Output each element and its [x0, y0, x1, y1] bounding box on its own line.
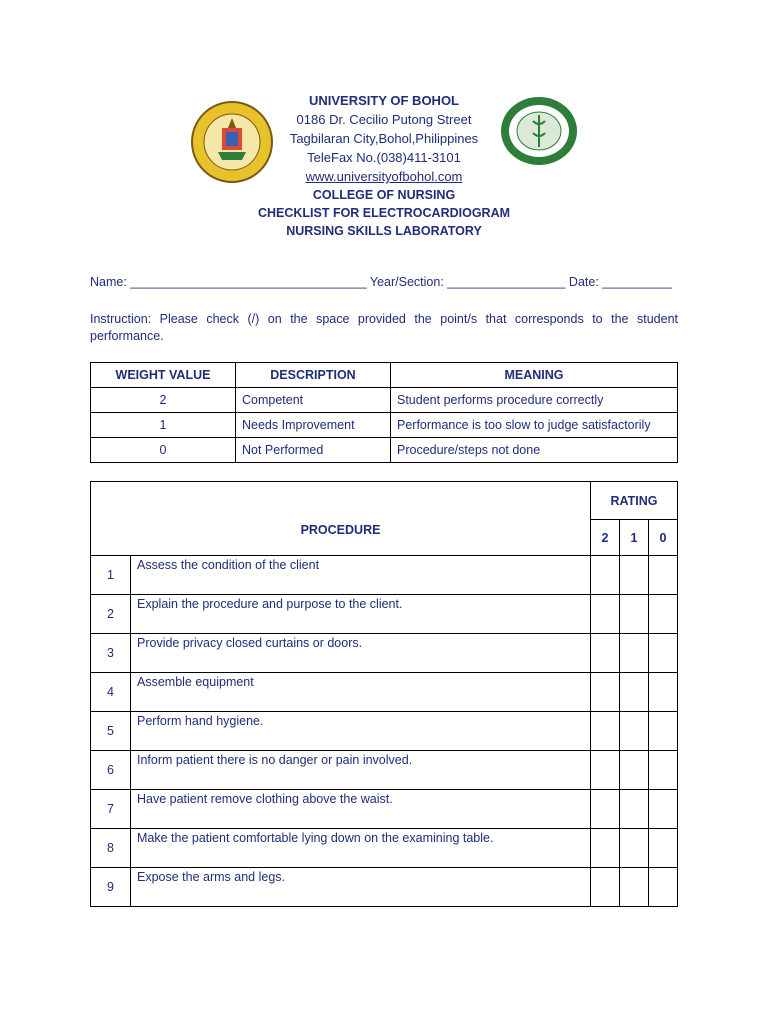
procedure-row	[91, 829, 678, 868]
rating-0-checkbox[interactable]	[649, 829, 678, 868]
rating-0-checkbox[interactable]	[649, 634, 678, 673]
lab-title: NURSING SKILLS LABORATORY	[286, 224, 482, 238]
rating-0-checkbox[interactable]	[649, 556, 678, 595]
weight-value: 0	[91, 438, 236, 463]
weight-meaning: Performance is too slow to judge satisfactorily	[391, 413, 678, 438]
weight-description: Competent	[236, 388, 391, 413]
street-address: 0186 Dr. Cecilio Putong Street	[296, 112, 472, 127]
student-info-line[interactable]: Name: __________________________________ Year/Section: _________________ Date: __________	[90, 275, 672, 289]
rating-0-checkbox[interactable]	[649, 868, 678, 907]
step-number: 6	[91, 751, 131, 790]
rating-1-checkbox[interactable]	[620, 751, 649, 790]
rating-2-checkbox[interactable]	[591, 595, 620, 634]
rating-2-checkbox[interactable]	[591, 790, 620, 829]
procedure-row	[91, 712, 678, 751]
weight-value-header: WEIGHT VALUE	[91, 363, 236, 388]
rating-0-checkbox[interactable]	[649, 712, 678, 751]
rating-0-checkbox[interactable]	[649, 751, 678, 790]
rating-1-checkbox[interactable]	[620, 790, 649, 829]
step-description: Expose the arms and legs.	[131, 868, 591, 907]
rating-col-1: 1	[620, 520, 649, 556]
step-description: Provide privacy closed curtains or doors.	[131, 634, 591, 673]
step-description: Have patient remove clothing above the waist.	[131, 790, 591, 829]
weight-row	[91, 388, 678, 413]
procedure-row	[91, 751, 678, 790]
rating-header: RATING	[591, 482, 678, 520]
procedure-header: PROCEDURE	[91, 482, 591, 556]
step-number: 7	[91, 790, 131, 829]
rating-1-checkbox[interactable]	[620, 829, 649, 868]
rating-1-checkbox[interactable]	[620, 868, 649, 907]
step-description: Make the patient comfortable lying down on the examining table.	[131, 829, 591, 868]
rating-1-checkbox[interactable]	[620, 712, 649, 751]
step-number: 8	[91, 829, 131, 868]
step-number: 9	[91, 868, 131, 907]
university-name: UNIVERSITY OF BOHOL	[309, 93, 459, 108]
procedure-row	[91, 868, 678, 907]
rating-1-checkbox[interactable]	[620, 673, 649, 712]
weight-value: 2	[91, 388, 236, 413]
weight-value-table	[90, 362, 678, 463]
procedure-row	[91, 673, 678, 712]
rating-col-0: 0	[649, 520, 678, 556]
procedure-row	[91, 595, 678, 634]
step-description: Assess the condition of the client	[131, 556, 591, 595]
rating-1-checkbox[interactable]	[620, 595, 649, 634]
rating-2-checkbox[interactable]	[591, 673, 620, 712]
rating-2-checkbox[interactable]	[591, 829, 620, 868]
step-number: 3	[91, 634, 131, 673]
weight-row	[91, 438, 678, 463]
city-address: Tagbilaran City,Bohol,Philippines	[289, 131, 479, 146]
rating-0-checkbox[interactable]	[649, 790, 678, 829]
rating-2-checkbox[interactable]	[591, 634, 620, 673]
weight-description: Not Performed	[236, 438, 391, 463]
document-header	[0, 92, 768, 240]
procedure-row	[91, 634, 678, 673]
weight-meaning: Student performs procedure correctly	[391, 388, 678, 413]
rating-2-checkbox[interactable]	[591, 868, 620, 907]
college-name: COLLEGE OF NURSING	[312, 188, 456, 202]
rating-0-checkbox[interactable]	[649, 673, 678, 712]
weight-description: Needs Improvement	[236, 413, 391, 438]
step-number: 5	[91, 712, 131, 751]
step-number: 4	[91, 673, 131, 712]
step-number: 2	[91, 595, 131, 634]
meaning-header: MEANING	[391, 363, 678, 388]
step-description: Inform patient there is no danger or pain involved.	[131, 751, 591, 790]
rating-2-checkbox[interactable]	[591, 751, 620, 790]
instruction-text: Instruction: Please check (/) on the space provided the point/s that corresponds to the student performance.	[90, 312, 678, 343]
step-number: 1	[91, 556, 131, 595]
procedure-row	[91, 790, 678, 829]
rating-1-checkbox[interactable]	[620, 556, 649, 595]
telefax: TeleFax No.(038)411-3101	[307, 150, 461, 165]
rating-col-2: 2	[591, 520, 620, 556]
rating-2-checkbox[interactable]	[591, 556, 620, 595]
procedure-table	[90, 481, 678, 907]
rating-2-checkbox[interactable]	[591, 712, 620, 751]
rating-1-checkbox[interactable]	[620, 634, 649, 673]
step-description: Perform hand hygiene.	[131, 712, 591, 751]
weight-row	[91, 413, 678, 438]
procedure-row	[91, 556, 678, 595]
description-header: DESCRIPTION	[236, 363, 391, 388]
weight-meaning: Procedure/steps not done	[391, 438, 678, 463]
weight-value: 1	[91, 413, 236, 438]
checklist-title: CHECKLIST FOR ELECTROCARDIOGRAM	[257, 206, 511, 220]
rating-0-checkbox[interactable]	[649, 595, 678, 634]
step-description: Assemble equipment	[131, 673, 591, 712]
website-link[interactable]: www.universityofbohol.com	[305, 169, 463, 184]
step-description: Explain the procedure and purpose to the client.	[131, 595, 591, 634]
